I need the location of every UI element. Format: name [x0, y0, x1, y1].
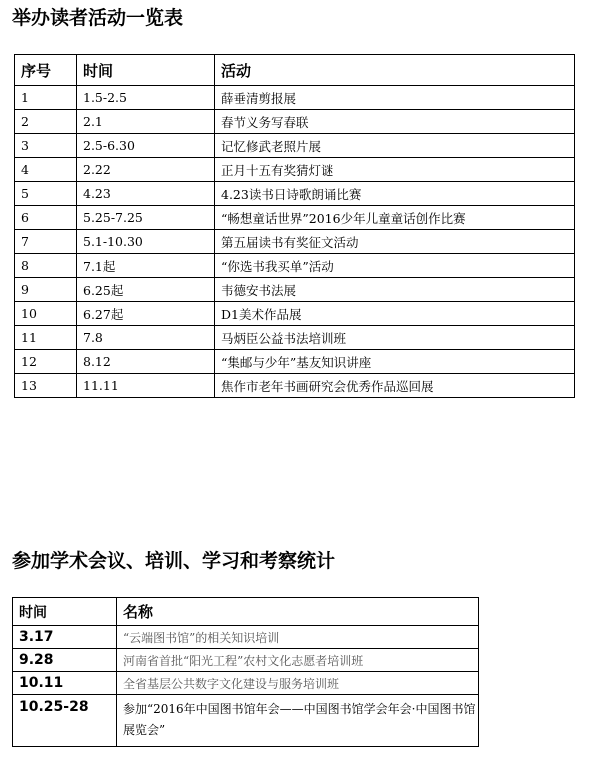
cell-activity: 记忆修武老照片展	[215, 134, 575, 158]
table-header-row	[15, 55, 575, 86]
cell-name: 全省基层公共数字文化建设与服务培训班	[117, 672, 479, 695]
cell-date: 8.12	[77, 350, 215, 374]
cell-no: 13	[15, 374, 77, 398]
cell-activity: 韦德安书法展	[215, 278, 575, 302]
cell-activity: 正月十五有奖猜灯谜	[215, 158, 575, 182]
cell-no: 4	[15, 158, 77, 182]
cell-name: 参加“2016年中国图书馆年会——中国图书馆学会年会·中国图书馆展览会”	[117, 695, 479, 747]
cell-activity: 4.23读书日诗歌朗诵比赛	[215, 182, 575, 206]
table-row	[15, 134, 575, 158]
table-row	[15, 326, 575, 350]
column-header-activity: 活动	[215, 55, 575, 86]
cell-date: 2.22	[77, 158, 215, 182]
table-row	[15, 230, 575, 254]
cell-date: 3.17	[13, 626, 117, 649]
cell-date: 1.5-2.5	[77, 86, 215, 110]
table-row	[13, 626, 479, 649]
cell-activity: “你选书我买单”活动	[215, 254, 575, 278]
table-row	[15, 302, 575, 326]
cell-activity: “畅想童话世界”2016少年儿童童话创作比赛	[215, 206, 575, 230]
cell-date: 5.1-10.30	[77, 230, 215, 254]
cell-name: “云端图书馆”的相关知识培训	[117, 626, 479, 649]
table-row	[15, 206, 575, 230]
table-row	[15, 86, 575, 110]
table-row	[15, 254, 575, 278]
column-header-date: 时间	[13, 598, 117, 626]
cell-name: 河南省首批“阳光工程”农村文化志愿者培训班	[117, 649, 479, 672]
cell-no: 1	[15, 86, 77, 110]
cell-date: 10.25-28	[13, 695, 117, 747]
table-row	[13, 695, 479, 747]
cell-date: 11.11	[77, 374, 215, 398]
activities-table	[14, 54, 575, 398]
table-row	[15, 278, 575, 302]
cell-date: 9.28	[13, 649, 117, 672]
column-header-date: 时间	[77, 55, 215, 86]
table-row	[15, 374, 575, 398]
table-row	[13, 672, 479, 695]
cell-activity: 春节义务写春联	[215, 110, 575, 134]
meetings-table-body	[13, 626, 479, 747]
cell-date: 2.5-6.30	[77, 134, 215, 158]
cell-activity: “集邮与少年”基友知识讲座	[215, 350, 575, 374]
cell-activity: 焦作市老年书画研究会优秀作品巡回展	[215, 374, 575, 398]
cell-no: 3	[15, 134, 77, 158]
table-row	[15, 182, 575, 206]
cell-activity: D1美术作品展	[215, 302, 575, 326]
cell-date: 5.25-7.25	[77, 206, 215, 230]
table-row	[13, 649, 479, 672]
cell-no: 9	[15, 278, 77, 302]
column-header-no: 序号	[15, 55, 77, 86]
cell-date: 10.11	[13, 672, 117, 695]
table-row	[15, 350, 575, 374]
cell-no: 8	[15, 254, 77, 278]
cell-no: 2	[15, 110, 77, 134]
cell-date: 4.23	[77, 182, 215, 206]
column-header-name: 名称	[117, 598, 479, 626]
cell-no: 6	[15, 206, 77, 230]
table-row	[15, 158, 575, 182]
table-header-row	[13, 598, 479, 626]
cell-activity: 薛垂清剪报展	[215, 86, 575, 110]
cell-no: 5	[15, 182, 77, 206]
activities-table-body	[15, 86, 575, 398]
activities-table-title: 举办读者活动一览表	[12, 7, 184, 29]
cell-date: 6.27起	[77, 302, 215, 326]
cell-date: 7.8	[77, 326, 215, 350]
cell-activity: 马炳臣公益书法培训班	[215, 326, 575, 350]
cell-no: 10	[15, 302, 77, 326]
cell-no: 7	[15, 230, 77, 254]
cell-no: 11	[15, 326, 77, 350]
cell-date: 6.25起	[77, 278, 215, 302]
meetings-table-title: 参加学术会议、培训、学习和考察统计	[12, 550, 336, 572]
meetings-table	[12, 597, 479, 747]
cell-date: 2.1	[77, 110, 215, 134]
cell-no: 12	[15, 350, 77, 374]
cell-activity: 第五届读书有奖征文活动	[215, 230, 575, 254]
cell-date: 7.1起	[77, 254, 215, 278]
table-row	[15, 110, 575, 134]
